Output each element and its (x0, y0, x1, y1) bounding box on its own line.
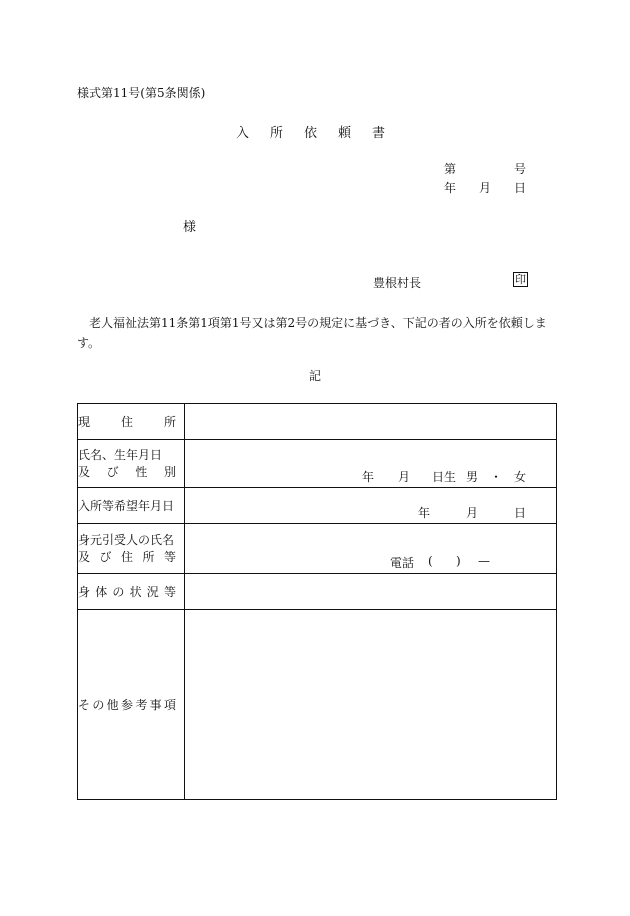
form-number-label: 様式第11号(第5条関係) (77, 86, 206, 100)
row-guarantor (78, 524, 557, 574)
desired-date (418, 504, 526, 521)
row-physical-condition (78, 574, 557, 610)
address-label: 現 住 所 (78, 404, 185, 440)
desired-day: 日 (513, 506, 526, 520)
row-name-birth-sex (78, 440, 557, 488)
birth-month: 月 (398, 470, 411, 484)
number-prefix: 第 (444, 162, 457, 176)
birth-date-sex (362, 468, 526, 485)
phone-dash: — (478, 554, 490, 568)
document-title: 入所依頼書 (236, 126, 407, 141)
row-desired-date (78, 488, 557, 524)
sex-female[interactable]: 女 (514, 470, 527, 484)
desired-year: 年 (417, 506, 430, 520)
physical-condition-label: 身 体 の 状 況 等 (78, 574, 185, 610)
birth-day: 日生 (432, 470, 457, 484)
sex-male[interactable]: 男 (466, 470, 479, 484)
document-number (444, 160, 526, 177)
birth-year: 年 (362, 470, 375, 484)
name-birth-sex-label: 氏名、生年月日 及 び 性 別 (78, 440, 185, 488)
phone-open-paren: ( (428, 554, 433, 568)
name-birth-sex-field[interactable] (185, 440, 557, 488)
desired-date-field[interactable] (185, 488, 557, 524)
request-body-text: 老人福祉法第11条第1項第1号又は第2号の規定に基づき、下記の者の入所を依頼します。 (77, 316, 547, 350)
address-field[interactable] (185, 404, 557, 440)
addressee: 様 (183, 220, 197, 235)
row-address (78, 404, 557, 440)
other-notes-label: そ の 他 参 考 事 項 (78, 610, 185, 800)
request-form-table (77, 403, 557, 800)
date-month: 月 (478, 181, 491, 195)
number-suffix: 号 (513, 162, 526, 176)
other-notes-field[interactable] (185, 610, 557, 800)
document-date (444, 179, 526, 196)
date-year: 年 (444, 181, 457, 195)
phone-number (390, 554, 490, 571)
row-other-notes (78, 610, 557, 800)
sender-name: 豊根村長 (373, 276, 422, 290)
desired-date-label: 入所等希望年月日 (78, 488, 185, 524)
guarantor-label: 身元引受人の氏名 及 び 住 所 等 (78, 524, 185, 574)
guarantor-field[interactable] (185, 524, 557, 574)
date-day: 日 (513, 181, 526, 195)
seal-box: 印 (515, 273, 526, 286)
sex-separator: ・ (490, 470, 503, 484)
physical-condition-field[interactable] (185, 574, 557, 610)
ki-heading: 記 (309, 369, 322, 383)
desired-month: 月 (465, 506, 478, 520)
phone-label: 電話 (390, 556, 415, 570)
phone-close-paren: ) (456, 554, 461, 568)
